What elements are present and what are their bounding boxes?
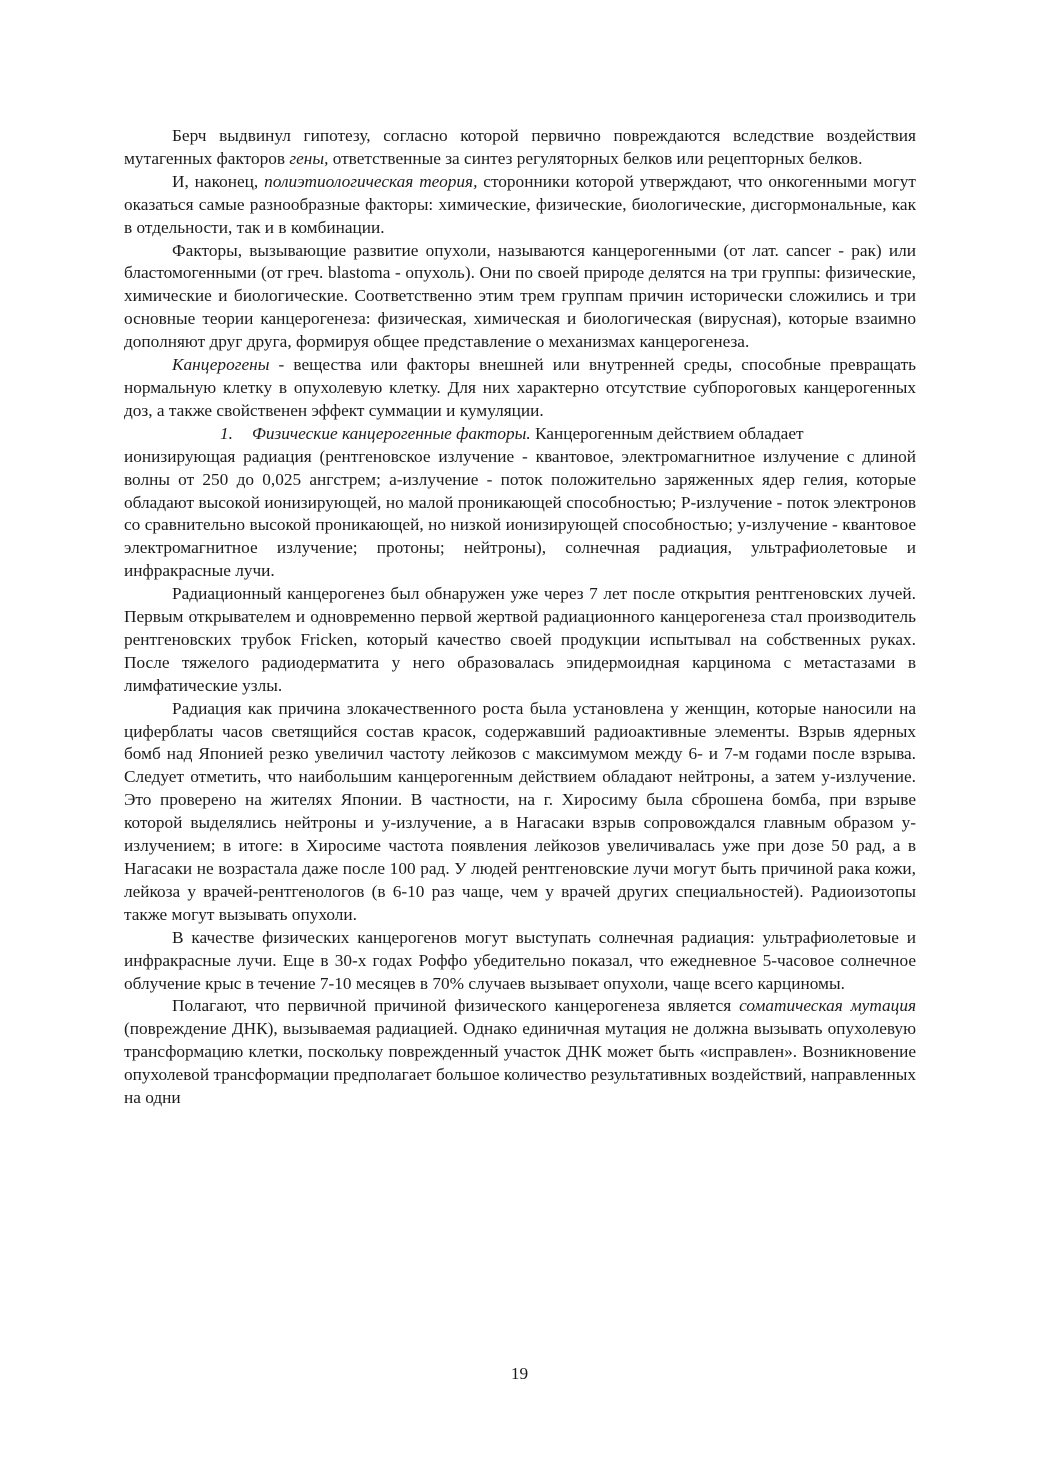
paragraph-text: И, наконец, (172, 171, 265, 191)
paragraph-text: Канцерогенным действием обладает (530, 423, 804, 443)
list-item-physical-factors-body: ионизирующая радиация (рентгеновское излучение - квантовое, электромагнитное излучение с длиной волны от 250 до 0,025 ангстрем; а-излучение - поток положительно заряженных ядер гелия, которые обладают высокой ионизирующей, но малой проникающей способностью; Р-излучение - поток электронов со сравнительно высокой проникающей, но низкой ионизирующей способностью; у-излучение - квантовое электромагнитное излучение; протоны; нейтроны), солнечная радиация, ультрафиолетовые и инфракрасные лучи. (124, 446, 916, 581)
paragraph-text: ответственные за синтез регуляторных белков или рецепторных белков. (328, 148, 863, 168)
emphasis-text: Канцерогены (172, 355, 270, 375)
paragraph-text: - вещества или факторы внешней или внутренней среды, способные превращать нормальную клетку в опухолевую клетку. Для них характерно отсутствие субпороговых канцерогенных доз, а также свойственен эффект суммации и кумуляции. (124, 355, 916, 420)
paragraph-solar-radiation: В качестве физических канцерогенов могут выступать солнечная радиация: ультрафиолетовые и инфракрасные лучи. Еще в 30-х годах Роффо убедительно показал, что ежедневное 5-часовое солнечное облучение крыс в течение 7-10 месяцев в 70% случаев вызывает опухоли, чаще всего карциномы. (124, 927, 916, 993)
paragraph-radiation-carcinogenesis: Радиационный канцерогенез был обнаружен уже через 7 лет после открытия рентгеновских лучей. Первым открывателем и одновременно первой жертвой радиационного канцерогенеза стал производитель рентгеновских трубок Fricken, который качество своей продукции испытывал на собственных руках. После тяжелого радиодерматита у него образовалась эпидермоидная карцинома с метастазами в лимфатические узлы. (124, 584, 916, 695)
paragraph-carcinogens-definition (124, 354, 916, 423)
paragraph-somatic-mutation (124, 995, 916, 1110)
list-number: 1. (220, 423, 233, 443)
page-body-text (124, 125, 916, 1110)
paragraph-polyetiological-theory (124, 171, 916, 240)
emphasis-text: полиэтиологическая теория, (264, 171, 478, 191)
list-item-physical-factors-heading (124, 423, 968, 446)
emphasis-text: гены, (289, 148, 329, 168)
paragraph-text: Полагают, что первичной причиной физического канцерогенеза является (172, 996, 740, 1016)
paragraph-text: (повреждение ДНК), вызываемая радиацией. Однако единичная мутация не должна вызывать опухолевую трансформацию клетки, поскольку поврежденный участок ДНК может быть «исправлен». Возникновение опухолевой трансформации предполагает большое количество результативных воздействий, направленных на одни (124, 1019, 916, 1108)
paragraph-birch-hypothesis (124, 125, 916, 171)
emphasis-text: соматическая мутация (739, 996, 916, 1016)
page-number: 19 (510, 1364, 529, 1383)
paragraph-carcinogenic-factors: Факторы, вызывающие развитие опухоли, называются канцерогенными (от лат. cancer - рак) или бластомогенными (от греч. blastoma - опухоль). Они по своей природе делятся на три группы: физические, химические и биологические. Соответственно этим трем группам причин исторически сложились и три основные теории канцерогенеза: физическая, химическая и биологическая (вирусная), которые взаимно дополняют друг друга, формируя общее представление о механизмах канцерогенеза. (124, 240, 916, 352)
paragraph-text: сторонники которой утверждают, что онкогенными могут оказаться самые разнообразные факторы: химические, физические, биологические, дисгормональные, как в отдельности, так и в комбинации. (124, 171, 916, 237)
paragraph-radiation-malignancy: Радиация как причина злокачественного роста была установлена у женщин, которые наносили на циферблаты часов светящийся состав красок, содержавший радиоактивные элементы. Взрыв ядерных бомб над Японией резко увеличил частоту лейкозов с максимумом между 6- и 7-м годами после взрыва. Следует отметить, что наибольшим канцерогенным действием обладают нейтроны, а затем у-излучение. Это проверено на жителях Японии. В частности, на г. Хиросиму была сброшена бомба, при взрыве которой выделялись нейтроны и у-излучение, а в Нагасаки взрыв сопровождался главным образом у-излучением; в итоге: в Хиросиме частота появления лейкозов увеличивалась уже при дозе 50 рад, а в Нагасаки не возрастала даже после 100 рад. У людей рентгеновские лучи могут быть причиной рака кожи, лейкоза у врачей-рентгенологов (в 6-10 раз чаще, чем у врачей других специальностей). Радиоизотопы также могут вызывать опухоли. (124, 698, 916, 924)
paragraph-text: Берч выдвинул гипотезу, согласно которой первично повреждаются вследствие воздействия мутагенных факторов (124, 126, 916, 168)
emphasis-text: Физические канцерогенные факторы. (252, 423, 531, 443)
